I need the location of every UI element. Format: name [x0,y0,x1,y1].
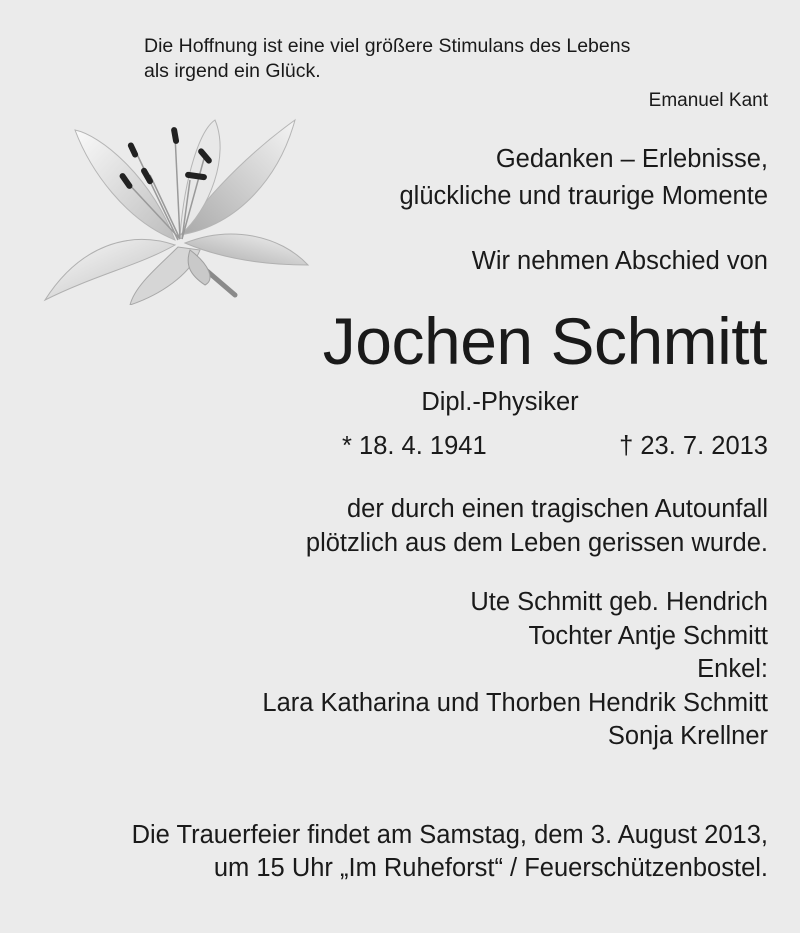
deceased-name: Jochen Schmitt [322,304,767,378]
quote-author: Emanuel Kant [648,90,768,111]
mourners-list [262,586,768,754]
funeral-notice [132,819,768,885]
deceased-title: Dipl.-Physiker [421,388,579,416]
funeral-line-1: Die Trauerfeier findet am Samstag, dem 3. August 2013, [131,821,768,849]
mourner-item: Ute Schmitt geb. Hendrich [470,588,768,616]
circumstance-line-2: plötzlich aus dem Leben gerissen wurde. [305,529,768,557]
circumstance-text [306,492,768,560]
death-date: † 23. 7. 2013 [619,432,768,460]
intro-line-1: Gedanken – Erlebnisse, [495,145,768,173]
mourner-item: Enkel: [697,655,768,683]
farewell-line: Wir nehmen Abschied von [471,247,768,275]
quote-line-2: als irgend ein Glück. [144,60,321,82]
mourner-item: Sonja Krellner [607,722,768,750]
lily-flower-icon [40,115,310,305]
mourner-item: Lara Katharina und Thorben Hendrik Schmitt [262,688,768,717]
intro-line-2: glückliche und traurige Momente [399,182,768,210]
funeral-line-2: um 15 Uhr „Im Ruheforst“ / Feuerschützenbostel. [213,854,768,882]
birth-date: * 18. 4. 1941 [342,432,487,460]
quote-line-1: Die Hoffnung ist eine viel größere Stimulans des Lebens [144,35,631,57]
epigraph-quote [144,34,774,84]
mourner-item: Tochter Antje Schmitt [528,621,768,650]
circumstance-line-1: der durch einen tragischen Autounfall [346,495,768,523]
intro-thoughts [399,141,768,215]
